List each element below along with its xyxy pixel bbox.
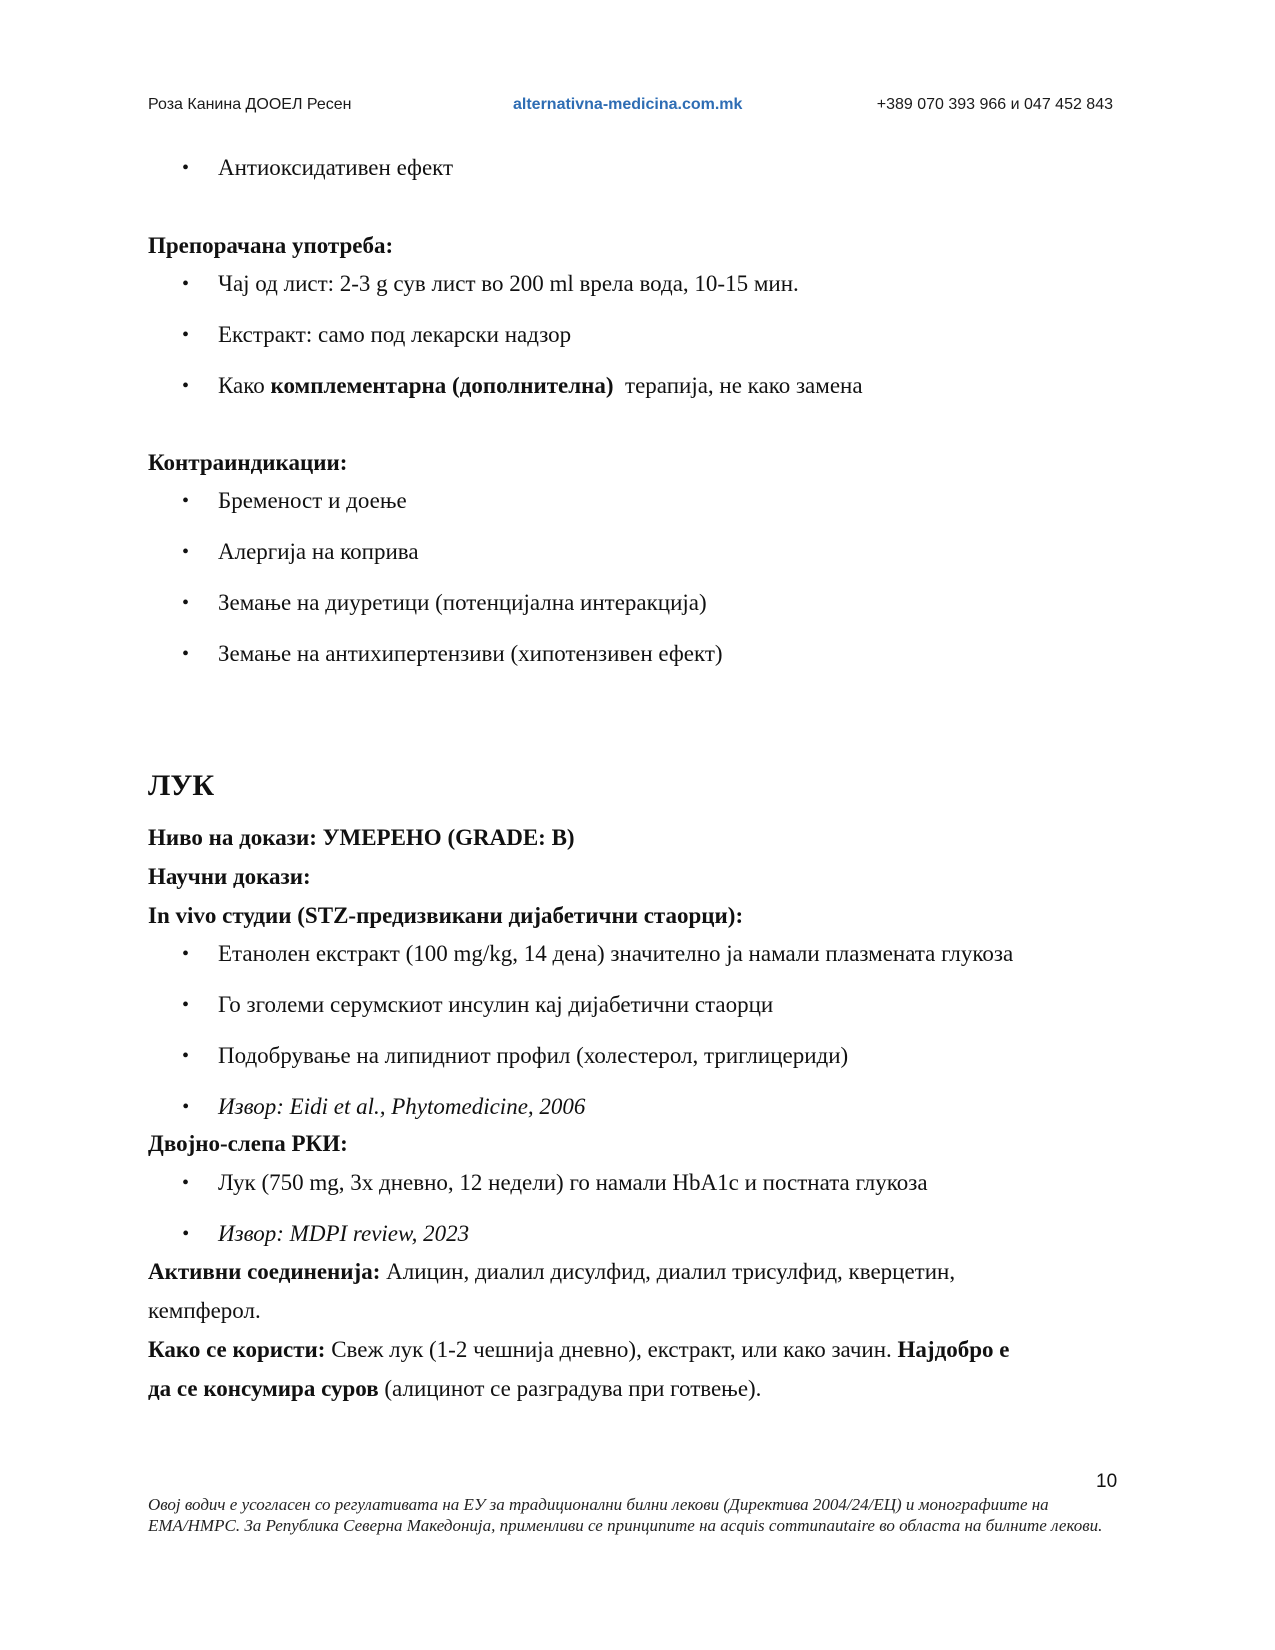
list-item: • Земање на диуретици (потенцијална интеракција): [218, 588, 707, 618]
list-item: • Подобрување на липидниот профил (холестерол, триглицериди): [218, 1041, 848, 1071]
usage-emphasis: да се консумира суров: [148, 1376, 379, 1401]
usage-paragraph-continued: [148, 1374, 761, 1404]
in-vivo-heading: In vivo студии (STZ-предизвикани дијабетични стаорци):: [148, 903, 744, 928]
list-item: • Бременост и доење: [218, 486, 407, 516]
active-compounds: [148, 1257, 955, 1287]
active-compounds-text: Алицин, диалил дисулфид, диалил трисулфид, кверцетин,: [380, 1259, 956, 1284]
source-citation: • Извор: Eidi et al., Phytomedicine, 2006: [218, 1092, 585, 1122]
active-compounds-continued: кемпферол.: [148, 1298, 261, 1323]
section-title: ЛУК: [148, 769, 215, 802]
usage-text: (алицинот се разградува при готвење).: [378, 1376, 762, 1401]
contact-phones: +389 070 393 966 и 047 452 843: [876, 96, 1113, 113]
list-item-bold-text: комплементарна (дополнителна): [270, 373, 614, 398]
website-link[interactable]: alternativna-medicina.com.mk: [513, 96, 743, 113]
scientific-evidence-heading: Научни докази:: [148, 864, 311, 889]
page-number: 10: [1096, 1471, 1118, 1492]
rct-heading: Двојно-слепа РКИ:: [148, 1131, 348, 1156]
list-item: • Антиоксидативен ефект: [218, 153, 453, 183]
contraindications-heading: Контраиндикации:: [148, 450, 348, 475]
footer-note: Овој водич е усогласен со регулативата на ЕУ за традиционални билни лекови (Директива 2004/24/ЕЦ) и монографиите на EMA/HMPC. За Република Северна Македонија, применливи се принципите на acquis communautaire во областа на билните лекови.: [148, 1495, 1103, 1535]
list-item: • Земање на антихипертензиви (хипотензивен ефект): [218, 639, 723, 669]
list-item: [218, 371, 863, 401]
usage-label: Како се користи:: [148, 1337, 326, 1362]
list-item: • Екстракт: само под лекарски надзор: [218, 320, 571, 350]
list-item: • Етанолен екстракт (100 mg/kg, 14 дена) значително ја намали плазмената глукоза: [218, 939, 1013, 969]
list-item-text: Како: [218, 373, 271, 398]
list-item: • Лук (750 mg, 3x дневно, 12 недели) го намали HbA1c и постната глукоза: [218, 1168, 928, 1198]
source-citation: • Извор: MDPI review, 2023: [218, 1219, 469, 1249]
list-item: • Го зголеми серумскиот инсулин кај дијабетични стаорци: [218, 990, 773, 1020]
recommended-use-heading: Препорачана употреба:: [148, 233, 394, 258]
list-item: • Чај од лист: 2-3 g сув лист во 200 ml врела вода, 10-15 мин.: [218, 269, 799, 299]
list-item: • Алергија на коприва: [218, 537, 419, 567]
list-item-text: терапија, не како замена: [613, 373, 863, 398]
evidence-level: Ниво на докази: УМЕРЕНО (GRADE: B): [148, 825, 575, 850]
active-compounds-label: Активни соединенија:: [148, 1259, 381, 1284]
usage-emphasis: Најдобро е: [897, 1337, 1010, 1362]
company-name: Роза Канина ДООЕЛ Ресен: [148, 96, 352, 113]
usage-text: Свеж лук (1-2 чешнија дневно), екстракт, или како зачин.: [325, 1337, 898, 1362]
usage-paragraph: [148, 1335, 1009, 1365]
